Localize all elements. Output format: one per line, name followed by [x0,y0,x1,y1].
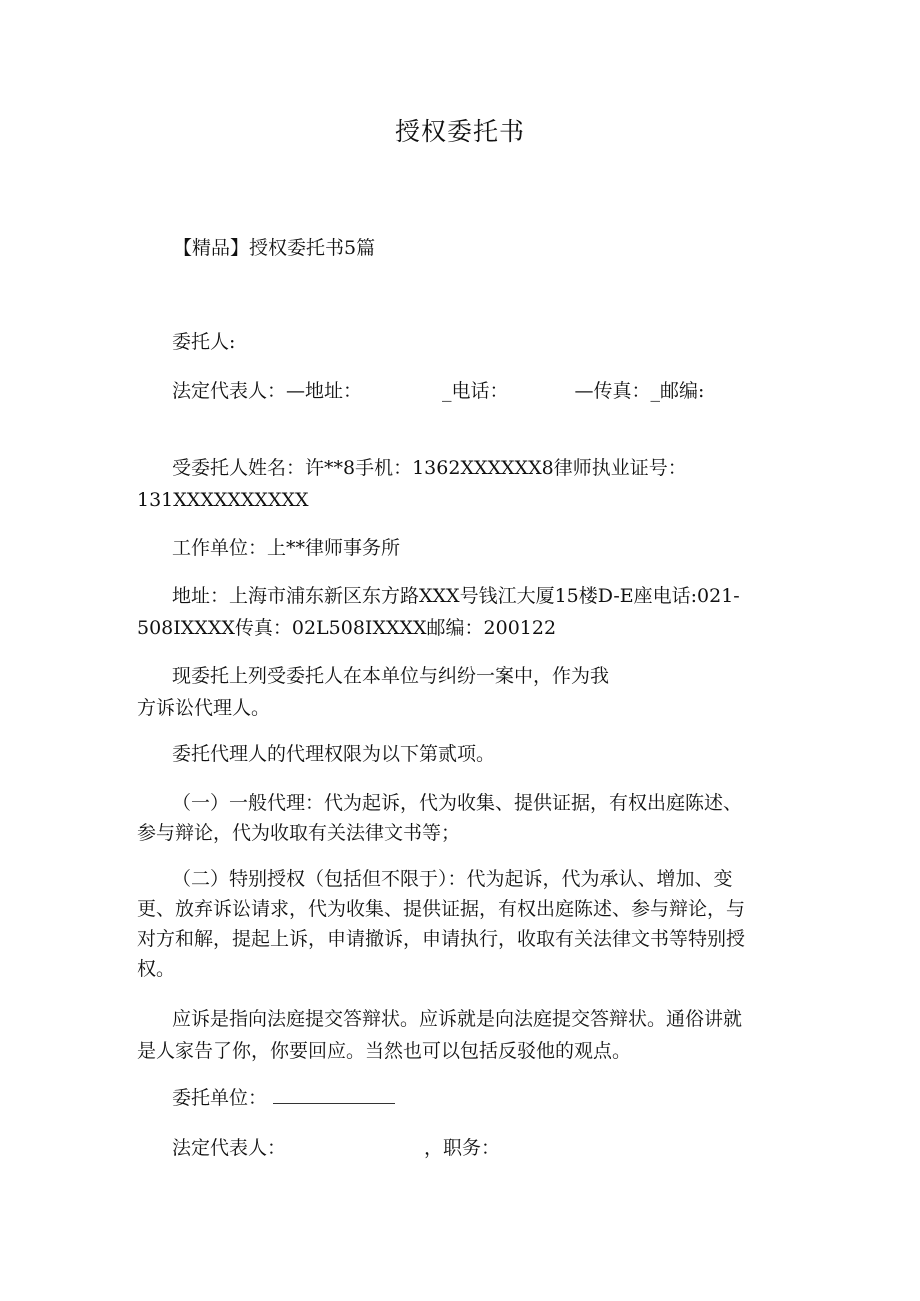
general-agency-clause: （一）一般代理：代为起诉，代为收集、提供证据，有权出庭陈述、 [172,792,743,814]
special-authorization-line-2: 更、放弃诉讼请求，代为收集、提供证据，有权出庭陈述、参与辩论，与 [137,898,746,920]
entrust-paragraph: 现委托上列受委托人在本单位与纠纷一案中，作为我 [172,665,610,687]
special-authorization-line-4: 权。 [137,958,176,980]
document-title: 授权委托书 [394,117,525,146]
special-authorization-clause: （二）特别授权（包括但不限于）：代为起诉，代为承认、增加、变 [172,868,733,890]
agent-info-line: 受委托人姓名：许**8手机：1362XXXXXX8律师执业证号： [172,457,687,479]
general-agency-clause-continued: 参与辩论，代为收取有关法律文书等； [137,822,461,844]
position-label: ，职务： [424,1137,501,1159]
entrust-paragraph-continued: 方诉讼代理人。 [137,697,271,719]
phone-label: _电话： [442,380,509,402]
address-line: 地址：上海市浦东新区东方路XXX号钱江大厦15楼D-E座电话:021- [172,585,740,607]
authority-scope: 委托代理人的代理权限为以下第贰项。 [172,743,496,765]
legal-rep-signature-line [172,1133,500,1163]
fax-postcode-label: —传真：_邮编: [574,380,705,402]
legal-representative-line [172,376,704,406]
agent-license-number: 131XXXXXXXXXX [137,489,309,511]
special-authorization-line-3: 对方和解，提起上诉，申请撤诉，申请执行，收取有关法律文书等特别授 [137,928,746,950]
address-line-continued: 508IXXXX传真：02L508IXXXX邮编：200122 [137,617,557,639]
work-unit-line: 工作单位：上**律师事务所 [172,537,401,559]
document-subtitle: 【精品】授权委托书5篇 [173,237,376,259]
response-paragraph: 应诉是指向法庭提交答辩状。应诉就是向法庭提交答辩状。通俗讲就 [172,1008,743,1030]
entrusting-unit-line [172,1083,395,1113]
response-paragraph-continued: 是人家告了你，你要回应。当然也可以包括反驳他的观点。 [137,1040,632,1062]
principal-label: 委托人: [172,331,236,353]
entrusting-unit-label: 委托单位： [172,1087,268,1109]
legal-rep-address-label: 法定代表人：—地址： [172,380,363,402]
signature-blank [273,1083,395,1104]
legal-rep-signature-label: 法定代表人： [172,1137,287,1159]
